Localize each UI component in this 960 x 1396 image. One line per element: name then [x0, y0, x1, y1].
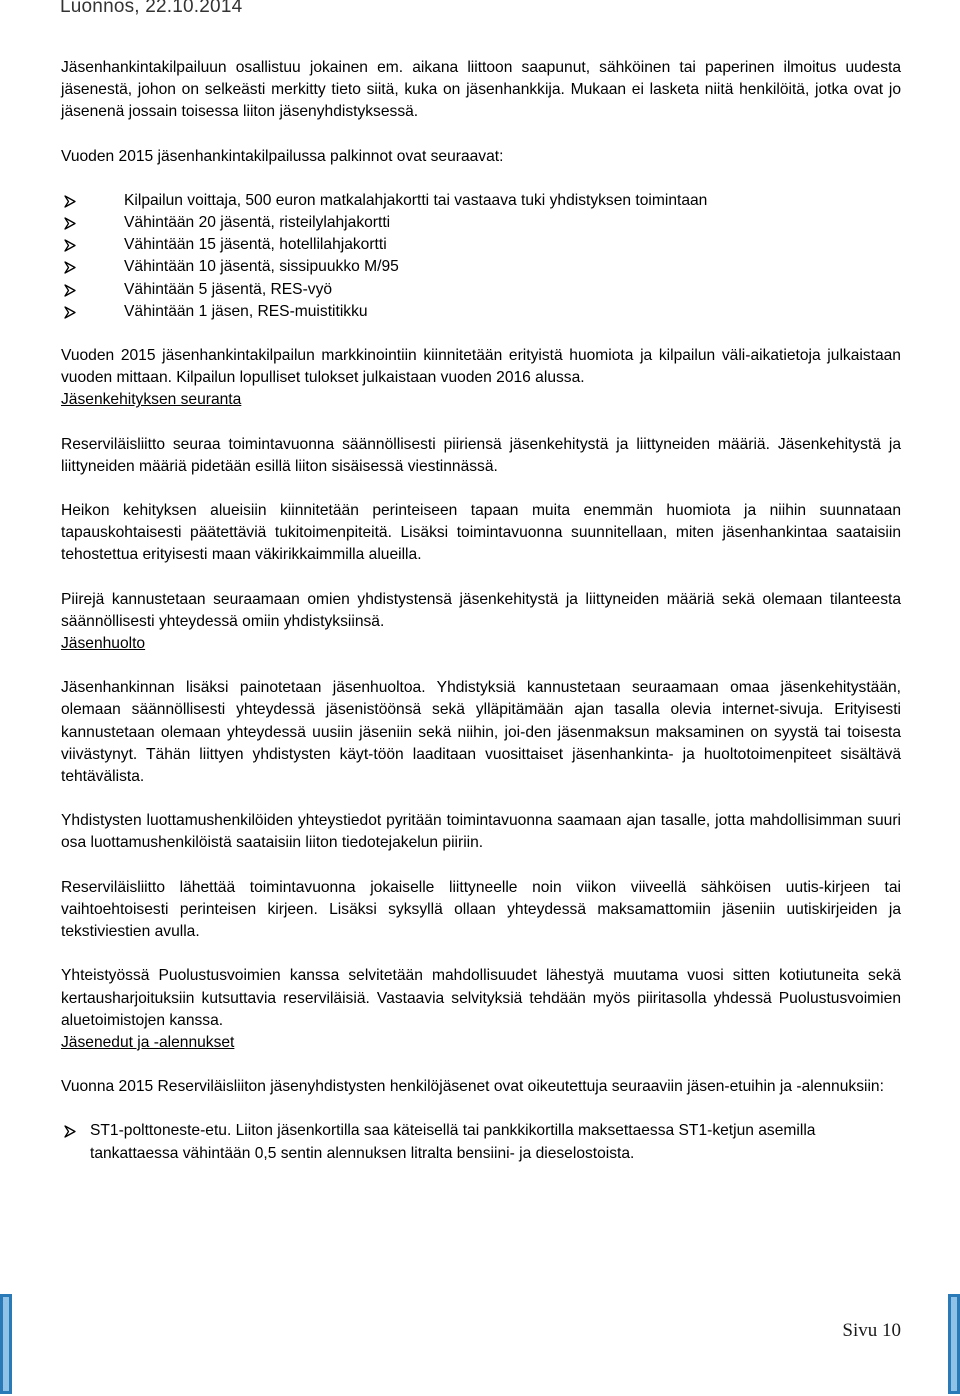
- paragraph-tracking-2: Heikon kehityksen alueisiin kiinnitetään perinteiseen tapaan muita enemmän huomiota ja niihin suunnataan tapauskohtaisesti päätettäviä tukitoimenpiteitä. Lisäksi toimintavuonna suunnitellaan, miten jäsenhankintaa saataisiin tehostettua erityisesti maan väkirikkaimmilla alueilla.: [61, 502, 901, 564]
- paragraph-care-2: Yhdistysten luottamushenkilöiden yhteystiedot pyritään toimintavuonna saamaan ajan tasalle, jotta mahdollisimman suuri osa luottamushenkilöistä saataisiin liiton tiedotejakelun piiriin.: [61, 812, 901, 852]
- benefit-list: [61, 1120, 901, 1164]
- benefit-text: ST1-polttoneste-etu. Liiton jäsenkortilla saa käteisellä tai pankkikortilla maksettaessa ST1-ketjun asemilla tankattaessa vähintään 0,5 sentin alennuksen litralta bensiini- ja dieselostoista.: [90, 1122, 816, 1162]
- prize-text: Vähintään 10 jäsentä, sissipuukko M/95: [124, 258, 399, 276]
- footer-right-bar: [948, 1294, 960, 1394]
- paragraph-tracking-3: Piirejä kannustetaan seuraamaan omien yhdistystensä jäsenkehitystä ja liittyneiden määriä sekä olemaan tilanteesta säännöllisesti yhteydessä omiin yhdistyksiinsä.: [61, 590, 901, 630]
- paragraph-competition-rules: Jäsenhankintakilpailuun osallistuu jokainen em. aikana liittoon saapunut, sähköinen tai paperinen ilmoitus uudesta jäsenestä, johon on selkeästi merkitty tieto siitä, kuka on jäsenhankkija. Mukaan ei lasketa niitä henkilöitä, jotka ovat jo jäsenenä jossain toisessa liiton jäsenyhdistyksessä.: [61, 59, 901, 121]
- document-body: [61, 57, 901, 1165]
- footer-left-bar: [0, 1294, 12, 1394]
- prize-text: Vähintään 15 jäsentä, hotellilahjakortti: [124, 236, 387, 254]
- paragraph-care-3: Reserviläisliitto lähettää toimintavuonna jokaiselle liittyneelle noin viikon viiveellä sähköisen uutis-kirjeen tai vaihtoehtoisesti perinteisen kirjeen. Lisäksi syksyllä ollaan yhteydessä maksamattomiin jäseniin uutiskirjeiden ja tekstiviestien avulla.: [61, 878, 901, 941]
- prize-list: [61, 190, 901, 323]
- header-date: Luonnos, 22.10.2014: [60, 0, 243, 17]
- page-number: Sivu 10: [842, 1320, 901, 1341]
- arrow-bullet-icon: [64, 217, 76, 230]
- arrow-bullet-icon: [64, 239, 76, 252]
- arrow-bullet-icon: [64, 306, 76, 319]
- list-item: [61, 279, 901, 301]
- prize-text: Kilpailun voittaja, 500 euron matkalahjakortti tai vastaava tuki yhdistyksen toimintaan: [124, 191, 708, 209]
- prize-text: Vähintään 5 jäsentä, RES-vyö: [124, 280, 333, 298]
- paragraph-prizes-intro: Vuoden 2015 jäsenhankintakilpailussa palkinnot ovat seuraavat:: [61, 147, 504, 165]
- heading-member-care: Jäsenhuolto: [61, 635, 146, 653]
- paragraph-care-4: Yhteistyössä Puolustusvoimien kanssa selvitetään mahdollisuudet lähestyä muutama vuosi sitten kotiutuneita sekä kertausharjoituksiin kutsuttavia reserviläisiä. Vastaavia selvityksiä tehdään myös piiritasolla yhdessä Puolustusvoimien aluetoimistojen kanssa.: [61, 967, 901, 1029]
- paragraph-benefits-intro: Vuonna 2015 Reserviläisliiton jäsenyhdistysten henkilöjäsenet ovat oikeutettuja seuraaviin jäsen-etuihin ja -alennuksiin:: [61, 1078, 884, 1096]
- prize-text: Vähintään 20 jäsentä, risteilylahjakortti: [124, 214, 391, 232]
- arrow-bullet-icon: [64, 1125, 76, 1138]
- arrow-bullet-icon: [64, 284, 76, 297]
- list-item: [61, 190, 901, 212]
- paragraph-tracking-1: Reserviläisliitto seuraa toimintavuonna säännöllisesti piiriensä jäsenkehitystä ja liittyneiden määriä. Jäsenkehitystä ja liittyneiden määriä pidetään esillä liiton sisäisessä viestinnässä.: [61, 435, 901, 475]
- paragraph-marketing: Vuoden 2015 jäsenhankintakilpailun markkinointiin kiinnitetään erityistä huomiota ja kilpailun väli-aikatietoja julkaistaan vuoden mittaan. Kilpailun lopulliset tulokset julkaistaan vuoden 2016 alussa.: [61, 347, 901, 387]
- arrow-bullet-icon: [64, 261, 76, 274]
- paragraph-care-1: Jäsenhankinnan lisäksi painotetaan jäsenhuoltoa. Yhdistyksiä kannustetaan seuraamaan omaa jäsenkehitystään, olemaan säännöllisesti yhteydessä jäsenistöönsä sekä ylläpitämään ajan tasalla olevia internet-sivuja. Erityisesti kannustetaan olemaan yhteydessä uusiin jäseniin sekä niihin, joi-den jäsenmaksun maksaminen on syystä tai toisesta viivästynyt. Tähän liittyen yhdistysten käyt-töön laaditaan vuosittaiset jäsenhankinta- ja huoltotoimenpiteet sisältävä tehtävälista.: [61, 679, 901, 786]
- list-item: [61, 256, 901, 278]
- arrow-bullet-icon: [64, 195, 76, 208]
- list-item: [61, 301, 901, 323]
- list-item: [61, 234, 901, 256]
- prize-text: Vähintään 1 jäsen, RES-muistitikku: [124, 302, 368, 320]
- list-item: [61, 212, 901, 234]
- list-item: [61, 1120, 901, 1164]
- heading-member-tracking: Jäsenkehityksen seuranta: [61, 391, 242, 409]
- heading-member-benefits: Jäsenedut ja -alennukset: [61, 1033, 235, 1051]
